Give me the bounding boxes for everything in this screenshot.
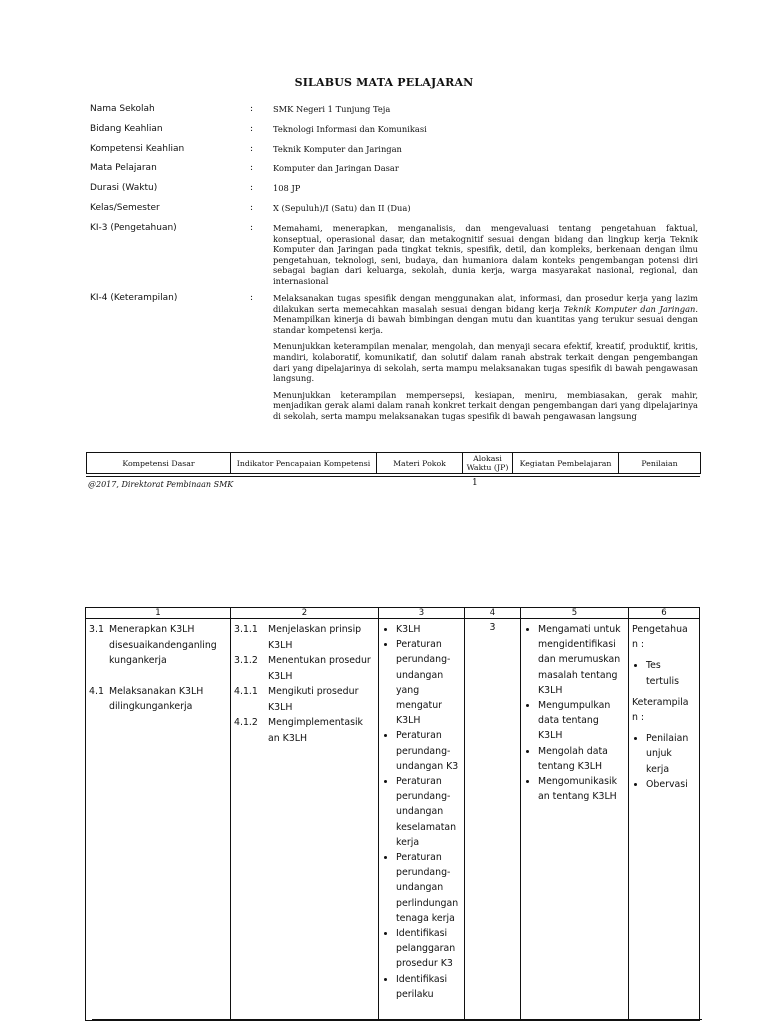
syllabus-header-table (86, 452, 701, 474)
header-materi-pokok: Materi Pokok (377, 453, 463, 474)
header-alokasi-waktu: Alokasi Waktu (JP) (463, 453, 513, 474)
list-item (234, 684, 375, 715)
column-number: 4 (465, 608, 521, 619)
column-number-row (86, 608, 700, 619)
ki4-paragraph-1 (273, 293, 698, 335)
header-kompetensi-dasar: Kompetensi Dasar (87, 453, 231, 474)
info-colon: : (250, 223, 254, 233)
item-text: Menentukan prosedur K3LH (268, 655, 371, 682)
info-value: 108 JP (273, 183, 301, 193)
info-label: KI-3 (Pengetahuan) (90, 223, 177, 233)
list-item: • Identifikasi pelanggaran prosedur K3 (396, 926, 461, 972)
item-number: 3.1 (89, 624, 104, 635)
list-item (234, 715, 375, 746)
list-item: • Peraturan perundang-undangan perlindungan tenaga kerja (396, 850, 461, 926)
list-item: • Peraturan perundang-undangan yang mengatur K3LH (396, 637, 461, 728)
ki4-p1-italic: Teknik Komputer dan Jaringan (563, 303, 696, 314)
page-title: SILABUS MATA PELAJARAN (294, 76, 474, 89)
list-item: • K3LH (396, 622, 461, 637)
item-number: 4.1.2 (234, 717, 258, 728)
footer-divider (86, 476, 700, 477)
item-text: Menerapkan K3LH disesuaikandenganling kungankerja (109, 624, 217, 666)
info-colon: : (250, 203, 254, 213)
list-item: • Obervasi (646, 777, 696, 792)
info-colon: : (250, 183, 254, 193)
item-number: 4.1.1 (234, 686, 258, 697)
penilaian-cell (629, 619, 700, 1021)
info-colon: : (250, 144, 254, 154)
item-number: 3.1.1 (234, 624, 258, 635)
list-item: • Mengomunikasik an tentang K3LH (538, 774, 625, 804)
item-number: 3.1.2 (234, 655, 258, 666)
ki3-text: Memahami, menerapkan, menganalisis, dan mengevaluasi tentang pengetahuan faktual, konseptual, operasional dasar, dan metakognitif sesuai dengan bidang dan lingkup kerja Teknik Komputer dan Jaringan pada tingkat teknis, spesifik, detil, dan kompleks, berkenaan dengan ilmu pengetahuan, teknologi, seni, budaya, dan humaniora dalam konteks pengembangan potensi diri sebagai bagian dari keluarga, sekolah, dunia kerja, warga masyarakat nasional, regional, dan internasional (273, 223, 698, 286)
materi-pokok-cell (379, 619, 465, 1021)
list-item: • Penilaian unjuk kerja (646, 731, 696, 777)
syllabus-content-table (85, 607, 700, 1021)
info-label: Nama Sekolah (90, 104, 155, 114)
list-item: • Tes tertulis (646, 658, 696, 688)
table-row (86, 619, 700, 1021)
list-item (234, 622, 375, 653)
keterampilan-list (632, 731, 696, 792)
list-item: • Mengolah data tentang K3LH (538, 744, 625, 774)
page-bottom-divider (92, 1019, 702, 1020)
item-text: Melaksanakan K3LH dilingkungankerja (109, 685, 204, 712)
list-item: • Identifikasi perilaku (396, 972, 461, 1002)
ki4-paragraph-2: Menunjukkan keterampilan menalar, mengolah, dan menyaji secara efektif, kreatif, produktif, kritis, mandiri, kolaboratif, komunikatif, dan solutif dalam ranah abstrak terkait dengan pengembangan dari yang dipelajarinya di sekolah, serta mampu melaksanakan tugas spesifik di bawah pengawasan langsung. (273, 341, 698, 384)
info-value: Komputer dan Jaringan Dasar (273, 163, 399, 173)
ki4-p1-start: Melaksanakan tugas spesifik dengan menggunakan alat, informasi, dan prosedur kerja yang lazim dilakukan serta memecahkan masalah sesuai dengan bidang kerja (273, 293, 698, 314)
info-label: KI-4 (Keterampilan) (90, 293, 178, 303)
header-kegiatan: Kegiatan Pembelajaran (513, 453, 619, 474)
kompetensi-dasar-cell (86, 619, 231, 1021)
info-colon: : (250, 293, 254, 303)
info-value: Teknik Komputer dan Jaringan (273, 144, 402, 154)
pengetahuan-list (632, 658, 696, 688)
column-number: 6 (629, 608, 700, 619)
ki4-paragraph-3: Menunjukkan keterampilan mempersepsi, kesiapan, meniru, membiasakan, gerak mahir, menjadikan gerak alami dalam ranah konkret terkait dengan pengembangan dari yang dipelajarinya di sekolah, serta mampu melaksanakan tugas spesifik di bawah pengawasan langsung (273, 389, 698, 421)
list-item (89, 684, 227, 715)
ki4-text (273, 293, 698, 428)
identity-section (90, 104, 700, 434)
ki4-p1-end: . Menampilkan kinerja di bawah bimbingan dengan mutu dan kuantitas yang terukur sesuai dengan standar kompetensi kerja. (273, 303, 699, 335)
column-number: 2 (231, 608, 379, 619)
pengetahuan-label: Pengetahua n : (632, 624, 688, 651)
footer-copyright: @2017, Direktorat Pembinaan SMK (88, 480, 234, 489)
column-number: 5 (521, 608, 629, 619)
info-label: Mata Pelajaran (90, 163, 157, 173)
info-label: Kelas/Semester (90, 203, 160, 213)
info-label: Bidang Keahlian (90, 124, 163, 134)
page-number: 1 (472, 478, 478, 488)
kegiatan-cell (521, 619, 629, 1021)
alokasi-waktu-cell: 3 (465, 619, 521, 1021)
keterampilan-label: Keterampila n : (632, 696, 689, 724)
list-item (89, 622, 227, 669)
item-text: Mengimplementasik an K3LH (268, 717, 363, 744)
item-text: Menjelaskan prinsip K3LH (268, 624, 362, 651)
info-label: Kompetensi Keahlian (90, 144, 185, 154)
list-item: • Mengamati untuk mengidentifikasi dan merumuskan masalah tentang K3LH (538, 622, 625, 698)
info-value: Teknologi Informasi dan Komunikasi (273, 124, 427, 134)
materi-list (382, 622, 461, 1002)
table-header-row (87, 453, 701, 474)
info-colon: : (250, 124, 254, 134)
item-text: Mengikuti prosedur K3LH (268, 686, 359, 713)
indikator-cell (231, 619, 379, 1021)
info-colon: : (250, 163, 254, 173)
kegiatan-list (524, 622, 625, 804)
header-penilaian: Penilaian (619, 453, 701, 474)
list-item: • Peraturan perundang-undangan K3 (396, 728, 461, 774)
list-item (234, 653, 375, 684)
info-label: Durasi (Waktu) (90, 183, 158, 193)
item-number: 4.1 (89, 685, 104, 697)
list-item: • Mengumpulkan data tentang K3LH (538, 698, 625, 744)
header-indikator: Indikator Pencapaian Kompetensi (231, 453, 377, 474)
info-value: X (Sepuluh)/I (Satu) dan II (Dua) (273, 203, 411, 213)
list-item: • Peraturan perundang-undangan keselamatan kerja (396, 774, 461, 850)
info-value: SMK Negeri 1 Tunjung Teja (273, 104, 391, 114)
info-colon: : (250, 104, 254, 114)
column-number: 3 (379, 608, 465, 619)
column-number: 1 (86, 608, 231, 619)
